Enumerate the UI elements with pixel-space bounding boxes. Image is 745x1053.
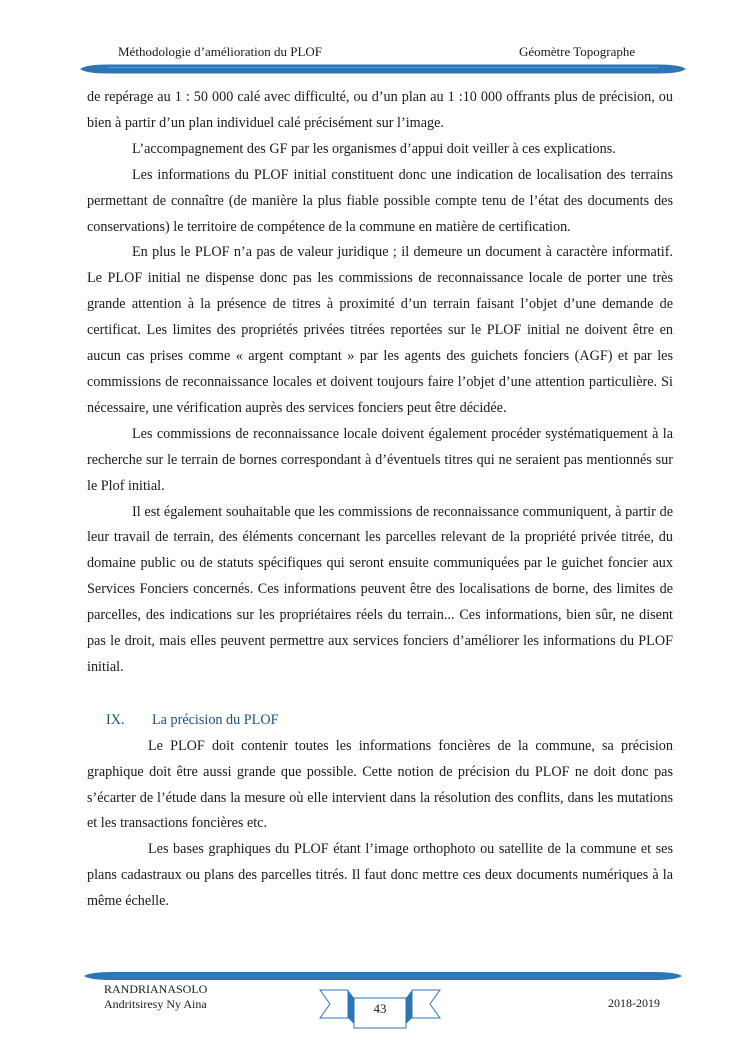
page-number: 43 [373, 1001, 387, 1016]
page-body [87, 85, 673, 915]
section-paragraph: Les bases graphiques du PLOF étant l’image orthophoto ou satellite de la commune et ses plans cadastraux ou plans des parcelles titrés. Il faut donc mettre ces deux documents numériques à la même échelle. [87, 841, 673, 910]
header-author-role: Géomètre Topographe [519, 44, 636, 59]
footer-academic-year: 2018-2019 [608, 996, 660, 1010]
section-title: La précision du PLOF [152, 711, 279, 728]
body-paragraph: Les commissions de reconnaissance locale doivent également procéder systématiquement à la recherche sur le terrain de bornes correspondant à d’éventuels titres qui ne seraient pas mentionnés sur le Plof initial. [87, 425, 673, 494]
footer-author-surname: RANDRIANASOLO [104, 982, 208, 996]
body-paragraph: Il est également souhaitable que les commissions de reconnaissance communiquent, à partir de leur travail de terrain, des éléments concernant les parcelles relevant de la propriété privée titrée, du domaine public ou de statuts spécifiques qui seront ensuite communiquées par le guichet foncier aux Services Fonciers concernés. Ces informations peuvent être des localisations de borne, des limites de parcelles, des indications sur les propriétaires réels du terrain... Ces informations, bien sûr, ne disent pas le droit, mais elles peuvent permettre aux services fonciers d’améliorer les informations du PLOF initial. [87, 503, 673, 675]
body-paragraph: En plus le PLOF n’a pas de valeur juridique ; il demeure un document à caractère informatif. Le PLOF initial ne dispense donc pas les commissions de reconnaissance locale de porter une très grande attention à la présence de titres à proximité d’un terrain faisant l’objet d’une demande de certificat. Les limites des propriétés privées titrées reportées sur le PLOF initial ne doivent être en aucun cas prises comme « argent comptant » par les agents des guichets fonciers (AGF) et par les commissions de reconnaissance locales et doivent toujours faire l’objet d’une attention particulière. Si nécessaire, une vérification auprès des services fonciers peut être décidée. [87, 244, 673, 416]
header-document-title: Méthodologie d’amélioration du PLOF [118, 44, 323, 59]
section-number: IX. [106, 711, 125, 728]
footer-rule [82, 971, 684, 981]
footer-author-given-names: Andritsiresy Ny Aina [104, 997, 207, 1011]
section-heading [87, 708, 673, 734]
body-paragraph: de repérage au 1 : 50 000 calé avec difficulté, ou d’un plan au 1 :10 000 offrants plus de précision, ou bien à partir d’un plan individuel calé précisément sur l’image. [87, 89, 673, 131]
body-paragraph: L’accompagnement des GF par les organismes d’appui doit veiller à ces explications. [132, 140, 616, 157]
header-rule [78, 63, 688, 75]
footer-author [104, 982, 207, 1012]
body-paragraph: Les informations du PLOF initial constituent donc une indication de localisation des terrains permettant de connaître (de manière la plus fiable possible compte tenu de l’état des documents des conservations) le territoire de compétence de la commune en matière de certification. [87, 166, 673, 235]
section-paragraph: Le PLOF doit contenir toutes les informations foncières de la commune, sa précision graphique doit être aussi grande que possible. Cette notion de précision du PLOF ne doit donc pas s’écarter de l’étude dans la mesure où elle intervient dans la résolution des conflits, dans les mutations et les transactions foncières etc. [87, 737, 673, 832]
